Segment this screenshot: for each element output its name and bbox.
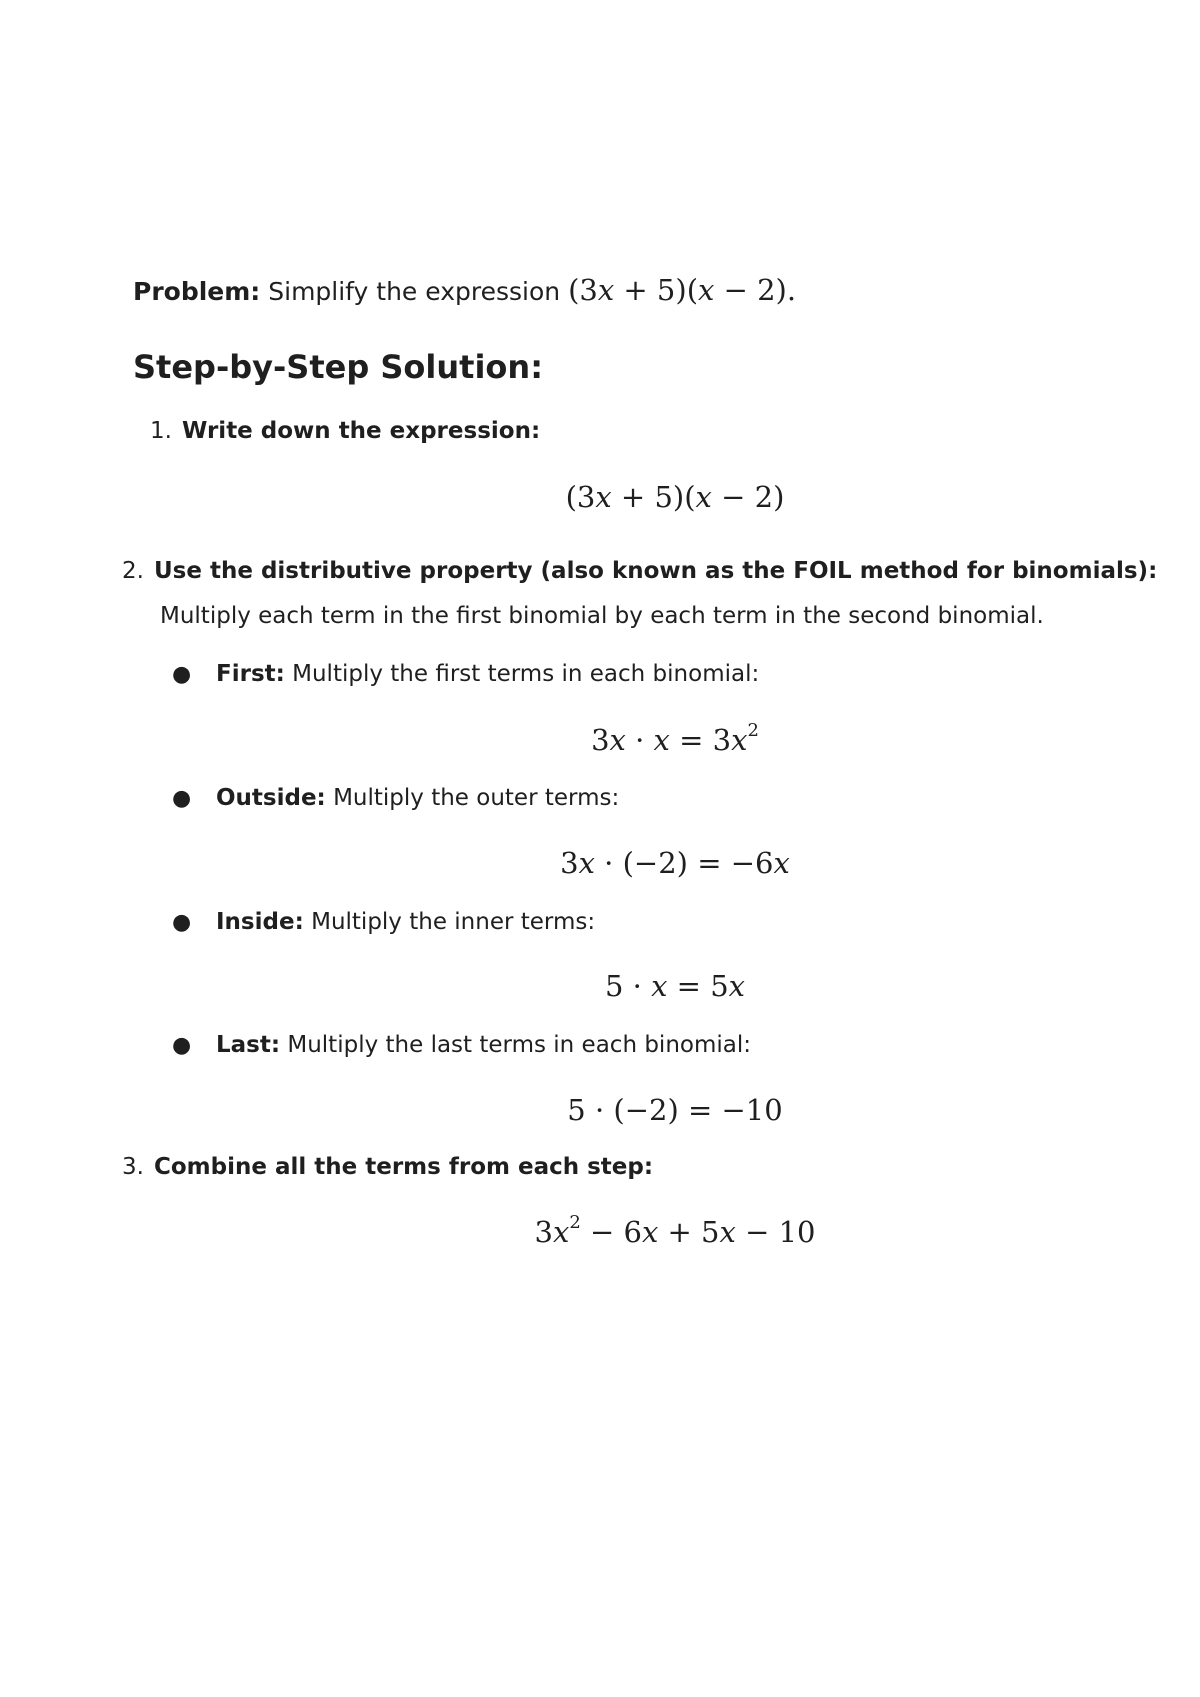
step-3-equation: $3x^2 - 6x + 5x - 10$ (534, 1212, 816, 1249)
bullet-dot: ● (172, 1033, 192, 1058)
bullet-first-text: Multiply the first terms in each binomial: (292, 661, 760, 687)
step-2-number: 2. (122, 558, 144, 584)
first-equation: $3x \cdot x = 3x^2$ (591, 720, 759, 757)
step-3-number: 3. (122, 1154, 144, 1180)
step-1-number: 1. (150, 418, 172, 444)
problem-statement (133, 272, 796, 310)
step-2-title-text: Use the distributive property (also known as the FOIL method for binomials): (154, 558, 1158, 584)
bullet-last-label: Last: (216, 1032, 281, 1058)
bullet-inside-label: Inside: (216, 909, 304, 935)
problem-label: Problem: (133, 277, 261, 306)
step-2-title (122, 554, 1157, 588)
last-equation: 5 · (−2) = −10 (567, 1093, 783, 1127)
bullet-inside-text: Multiply the inner terms: (311, 909, 596, 935)
problem-expression: (3x + 5)(x − 2). (568, 273, 797, 307)
bullet-dot: ● (172, 662, 192, 687)
step-3-title-text: Combine all the terms from each step: (154, 1154, 654, 1180)
bullet-outside-text: Multiply the outer terms: (333, 785, 620, 811)
step-3-title (122, 1150, 653, 1184)
bullet-outside-label: Outside: (216, 785, 326, 811)
outside-equation: 3x · (−2) = −6x (560, 846, 790, 880)
step-2-description: Multiply each term in the first binomial by each term in the second binomial. (160, 603, 1044, 629)
bullet-last-text: Multiply the last terms in each binomial: (287, 1032, 752, 1058)
problem-text: Simplify the expression (268, 277, 561, 306)
step-1-equation: (3x + 5)(x − 2) (565, 480, 785, 514)
step-1-title-text: Write down the expression: (182, 418, 541, 444)
bullet-first (172, 657, 759, 692)
solution-heading: Step-by-Step Solution: (133, 348, 543, 386)
step-1-title (150, 414, 540, 448)
bullet-first-label: First: (216, 661, 285, 687)
bullet-outside (172, 781, 619, 816)
inside-equation: 5 · x = 5x (604, 969, 745, 1003)
bullet-dot: ● (172, 786, 192, 811)
bullet-last (172, 1028, 751, 1063)
bullet-inside (172, 905, 595, 940)
bullet-dot: ● (172, 910, 192, 935)
